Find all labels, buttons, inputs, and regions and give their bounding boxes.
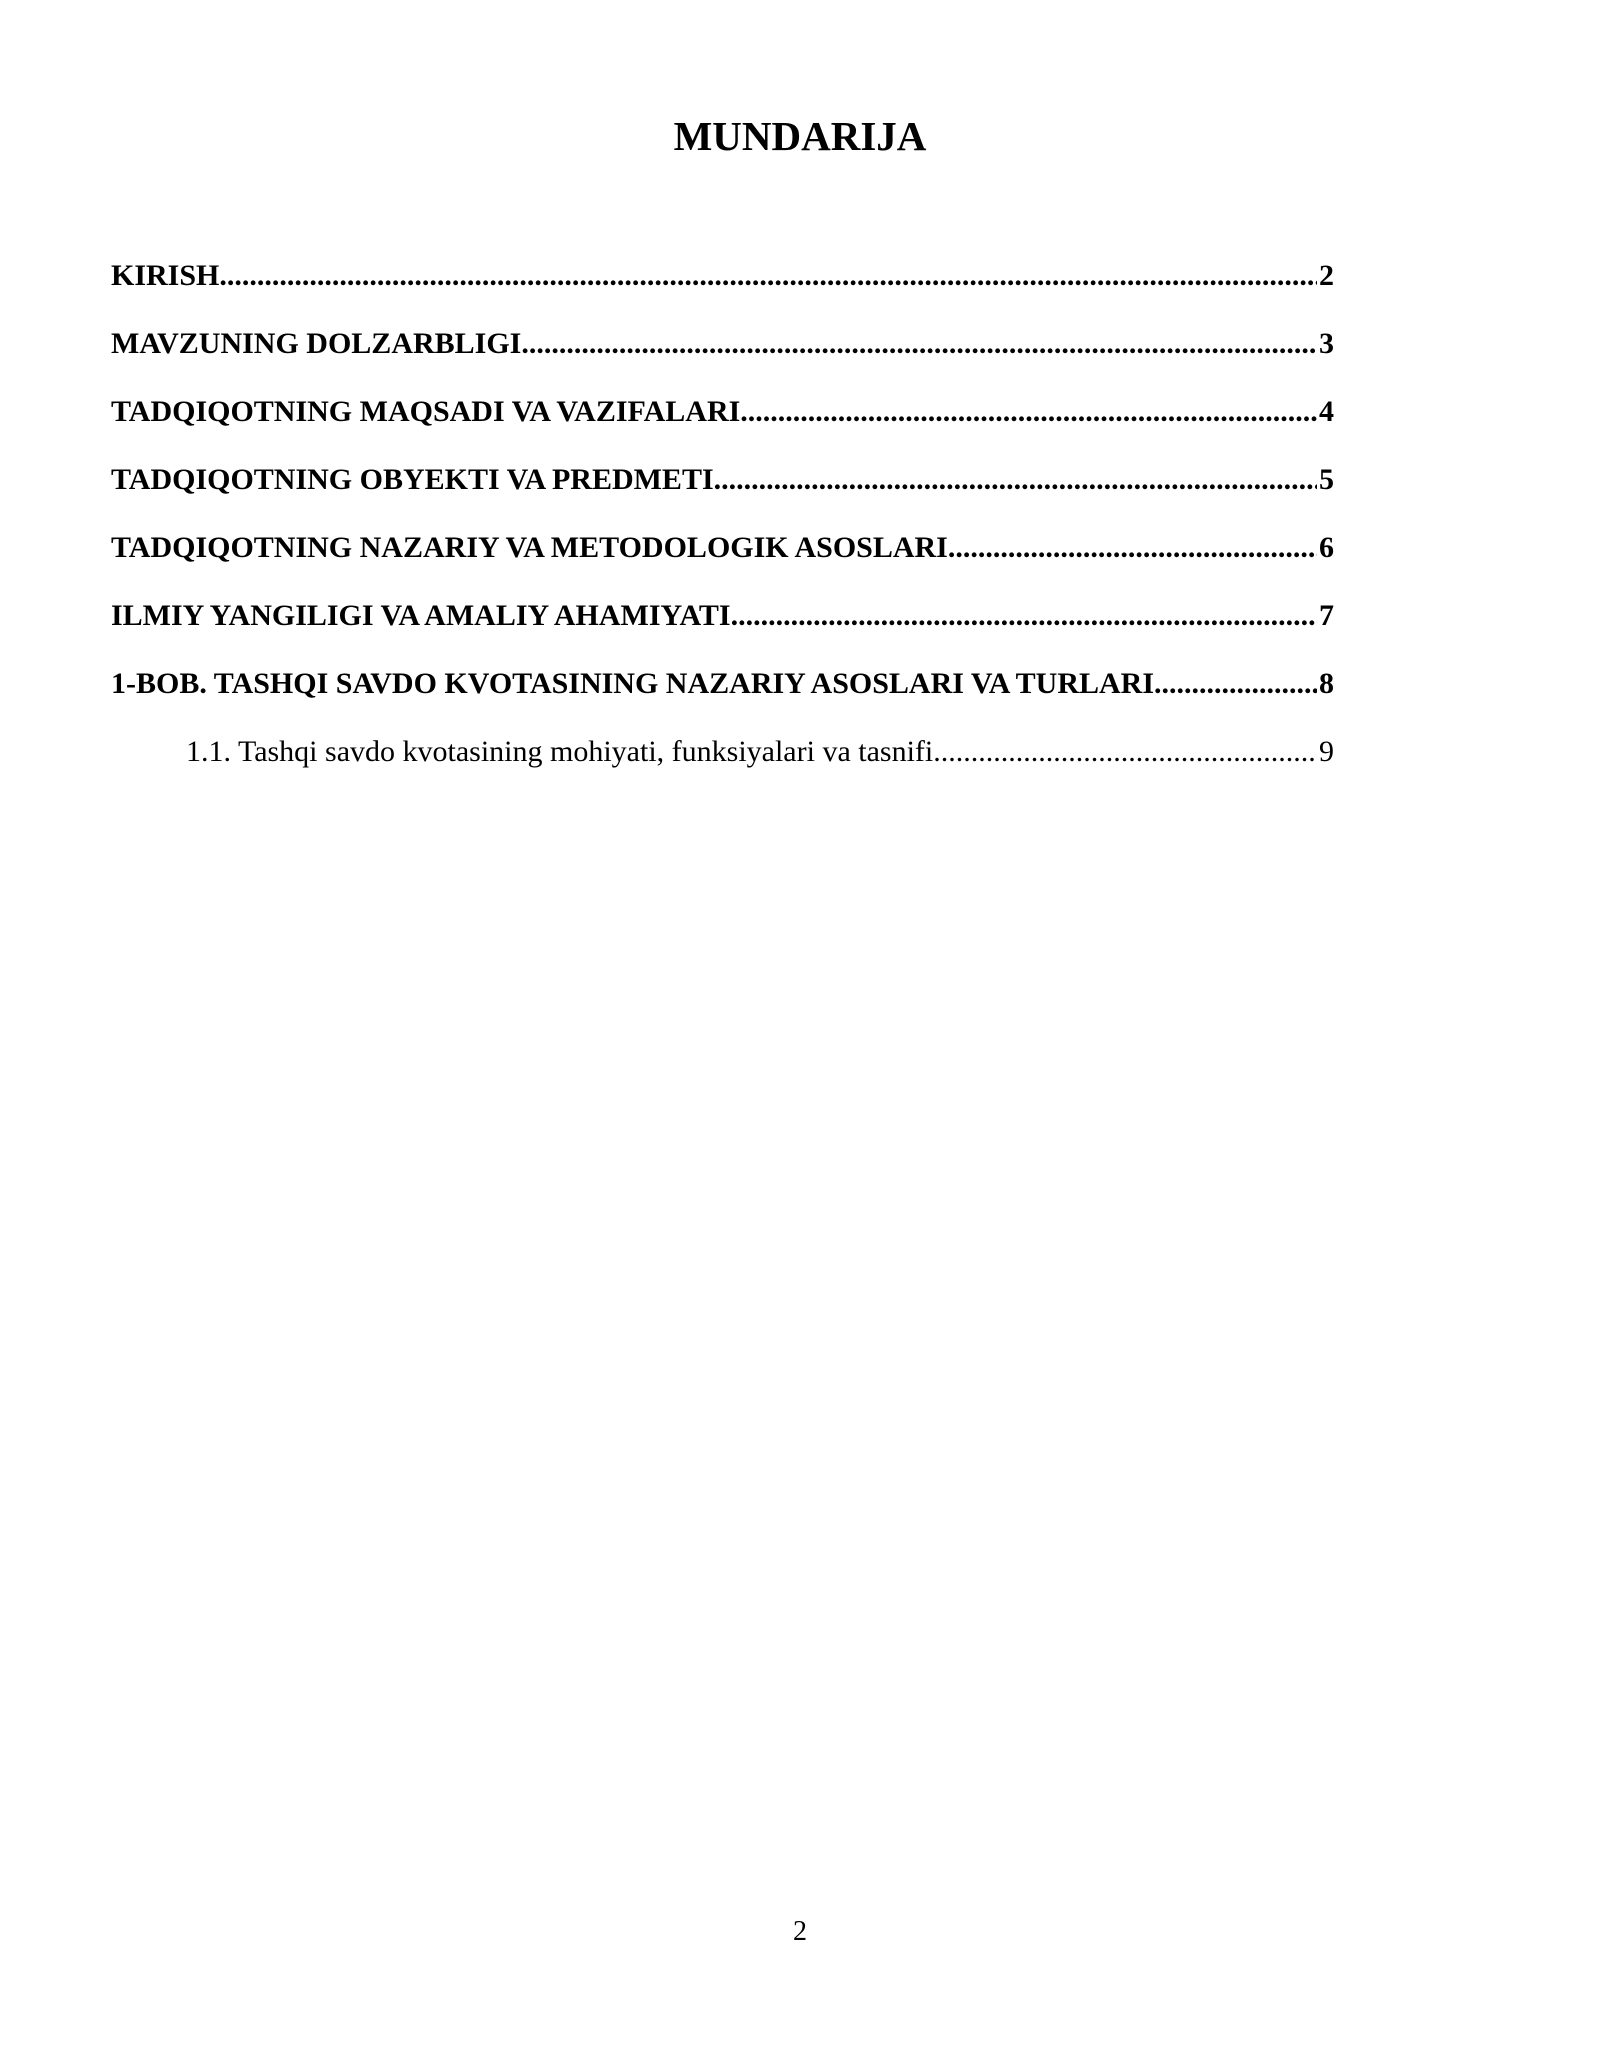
page-title: MUNDARIJA — [673, 113, 927, 159]
toc-dot-leader — [731, 590, 1317, 642]
toc-page-number: 5 — [1319, 463, 1334, 496]
toc-page-number: 7 — [1319, 599, 1334, 632]
toc-dot-leader — [714, 454, 1317, 506]
table-of-contents — [111, 250, 1334, 794]
toc-entry-maqsadi-va-vazifalari[interactable] — [111, 386, 1334, 454]
toc-dot-leader — [740, 386, 1317, 438]
toc-dot-leader — [933, 726, 1317, 778]
toc-dot-leader — [948, 522, 1317, 574]
toc-entry-mavzuning-dolzarbligi[interactable] — [111, 318, 1334, 386]
toc-entry-text: MAVZUNING DOLZARBLIGI — [111, 327, 522, 360]
toc-dot-leader — [1154, 658, 1317, 710]
page-number-footer: 2 — [793, 1916, 807, 1947]
toc-entry-1-1[interactable] — [111, 726, 1334, 794]
toc-entry-obyekti-va-predmeti[interactable] — [111, 454, 1334, 522]
toc-page-number: 6 — [1319, 531, 1334, 564]
toc-entry-kirish[interactable] — [111, 250, 1334, 318]
toc-page-number: 9 — [1319, 735, 1334, 768]
toc-entry-text: ILMIY YANGILIGI VA AMALIY AHAMIYATI — [111, 599, 731, 632]
toc-entry-nazariy-va-metodologik-asoslari[interactable] — [111, 522, 1334, 590]
toc-page-number: 3 — [1319, 327, 1334, 360]
toc-page-number: 8 — [1319, 667, 1334, 700]
toc-entry-text: TADQIQOTNING NAZARIY VA METODOLOGIK ASOSLARI — [111, 531, 948, 564]
toc-entry-text: TADQIQOTNING OBYEKTI VA PREDMETI — [111, 463, 714, 496]
toc-page-number: 4 — [1319, 395, 1334, 428]
toc-entry-1-bob[interactable] — [111, 658, 1334, 726]
toc-entry-text: 1.1. Tashqi savdo kvotasining mohiyati, funksiyalari va tasnifi — [186, 735, 934, 768]
toc-entry-ilmiy-yangiligi[interactable] — [111, 590, 1334, 658]
toc-entry-text: 1-BOB. TASHQI SAVDO KVOTASINING NAZARIY ASOSLARI VA TURLARI — [111, 667, 1155, 700]
toc-dot-leader — [219, 250, 1317, 302]
toc-dot-leader — [521, 318, 1317, 370]
toc-entry-text: KIRISH — [111, 259, 220, 292]
toc-page-number: 2 — [1319, 259, 1334, 292]
toc-entry-text: TADQIQOTNING MAQSADI VA VAZIFALARI — [111, 395, 741, 428]
